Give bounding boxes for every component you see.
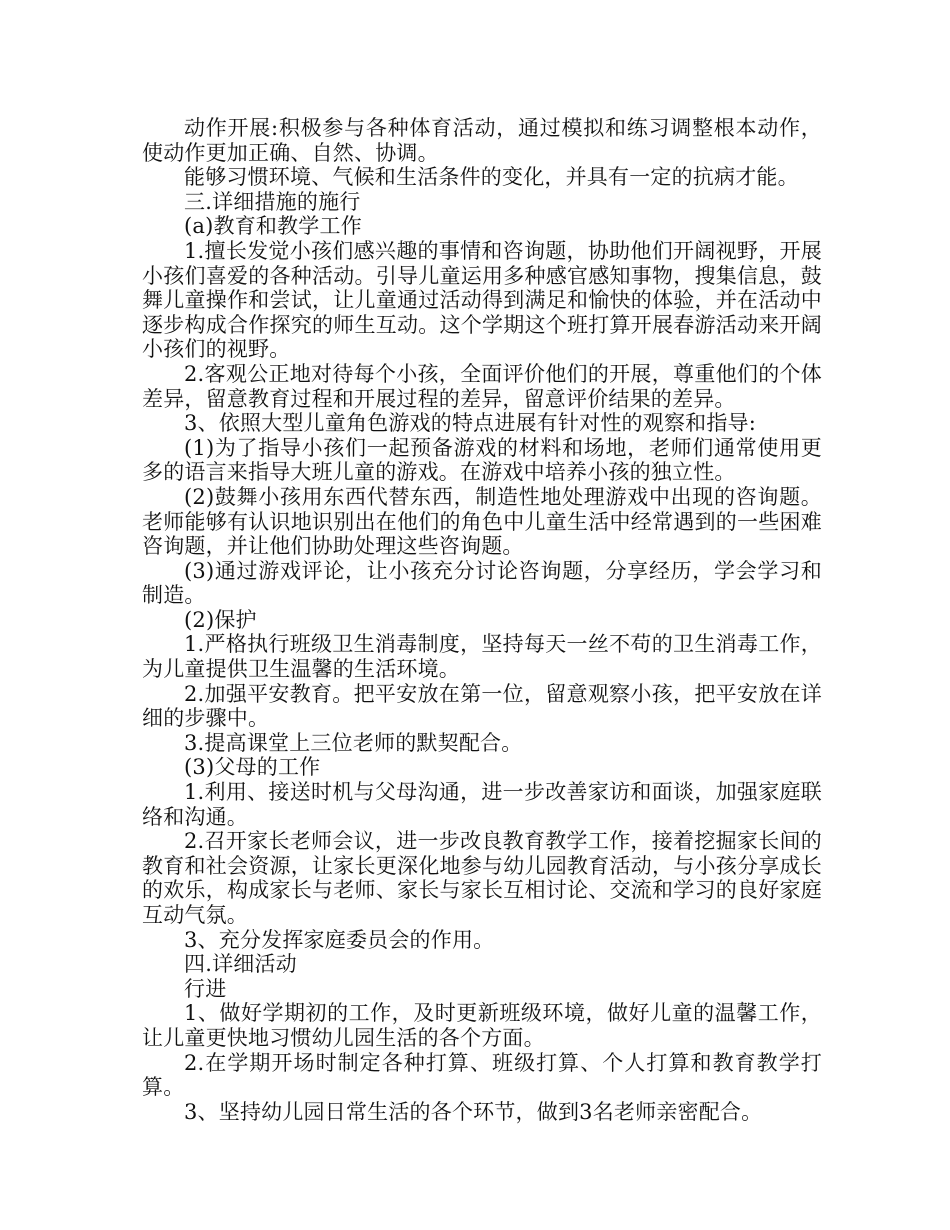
paragraph-education-item-3: 3、依照大型儿童角色游戏的特点进展有针对性的观察和指导: (184, 411, 757, 436)
paragraph-education-item-1: 1.擅长发觉小孩们感兴趣的事情和咨询题，协助他们开阔视野，开展小孩们喜爱的各种活动。引导儿童运用多种感官感知事物，搜集信息，鼓舞儿童操作和尝试，让儿童通过活动得到满足和愉快的体验，并在活动中逐步构成合作探究的师生互动。这个学期这个班打算开展春游活动来开阔小孩们的视野。 (142, 238, 822, 362)
subsection-heading-parents: (3)父母的工作 (184, 755, 321, 780)
document-body (142, 116, 822, 1124)
subsection-heading-education: (a)教育和教学工作 (184, 214, 362, 239)
paragraph-activities-item-1: 1、做好学期初的工作，及时更新班级环境，做好儿童的温馨工作，让儿童更快地习惯幼儿园生活的各个方面。 (142, 1001, 822, 1050)
paragraph-game-item-3: (3)通过游戏评论，让小孩充分讨论咨询题，分享经历，学会学习和制造。 (142, 558, 822, 608)
subsection-heading-protection: (2)保护 (184, 607, 257, 632)
section-heading-measures: 三.详细措施的施行 (184, 189, 361, 214)
subheading-progress: 行进 (184, 976, 227, 1001)
paragraph-game-item-1: (1)为了指导小孩们一起预备游戏的材料和场地，老师们通常使用更多的语言来指导大班儿童的游戏。在游戏中培养小孩的独立性。 (142, 435, 822, 485)
paragraph-activities-item-2: 2.在学期开场时制定各种打算、班级打算、个人打算和教育教学打算。 (142, 1050, 822, 1100)
paragraph-game-item-2: (2)鼓舞小孩用东西代替东西，制造性地处理游戏中出现的咨询题。老师能够有认识地识别出在他们的角色中儿童生活中经常遇到的一些困难咨询题，并让他们协助处理这些咨询题。 (142, 484, 822, 559)
section-heading-activities: 四.详细活动 (184, 952, 297, 977)
paragraph-motor-development: 动作开展:积极参与各种体育活动，通过模拟和练习调整根本动作，使动作更加正确、自然、协调。 (142, 116, 822, 165)
paragraph-protection-item-1: 1.严格执行班级卫生消毒制度，坚持每天一丝不苟的卫生消毒工作，为儿童提供卫生温馨的生活环境。 (142, 632, 822, 682)
paragraph-protection-item-3: 3.提高课堂上三位老师的默契配合。 (184, 730, 523, 755)
paragraph-parents-item-3: 3、充分发挥家庭委员会的作用。 (184, 927, 495, 952)
paragraph-parents-item-1: 1.利用、接送时机与父母沟通，进一步改善家访和面谈，加强家庭联络和沟通。 (142, 780, 822, 829)
paragraph-adaptation: 能够习惯环境、气候和生活条件的变化，并具有一定的抗病才能。 (184, 165, 799, 190)
paragraph-activities-item-3: 3、坚持幼儿园日常生活的各个环节，做到3名老师亲密配合。 (184, 1099, 763, 1124)
paragraph-education-item-2: 2.客观公正地对待每个小孩，全面评价他们的开展，尊重他们的个体差异，留意教育过程和开展过程的差异，留意评价结果的差异。 (142, 361, 822, 411)
paragraph-parents-item-2: 2.召开家长老师会议，进一步改良教育教学工作，接着挖掘家长间的教育和社会资源，让家长更深化地参与幼儿园教育活动，与小孩分享成长的欢乐，构成家长与老师、家长与家长互相讨论、交流和学习的良好家庭互动气氛。 (142, 829, 822, 927)
paragraph-protection-item-2: 2.加强平安教育。把平安放在第一位，留意观察小孩，把平安放在详细的步骤中。 (142, 681, 822, 731)
